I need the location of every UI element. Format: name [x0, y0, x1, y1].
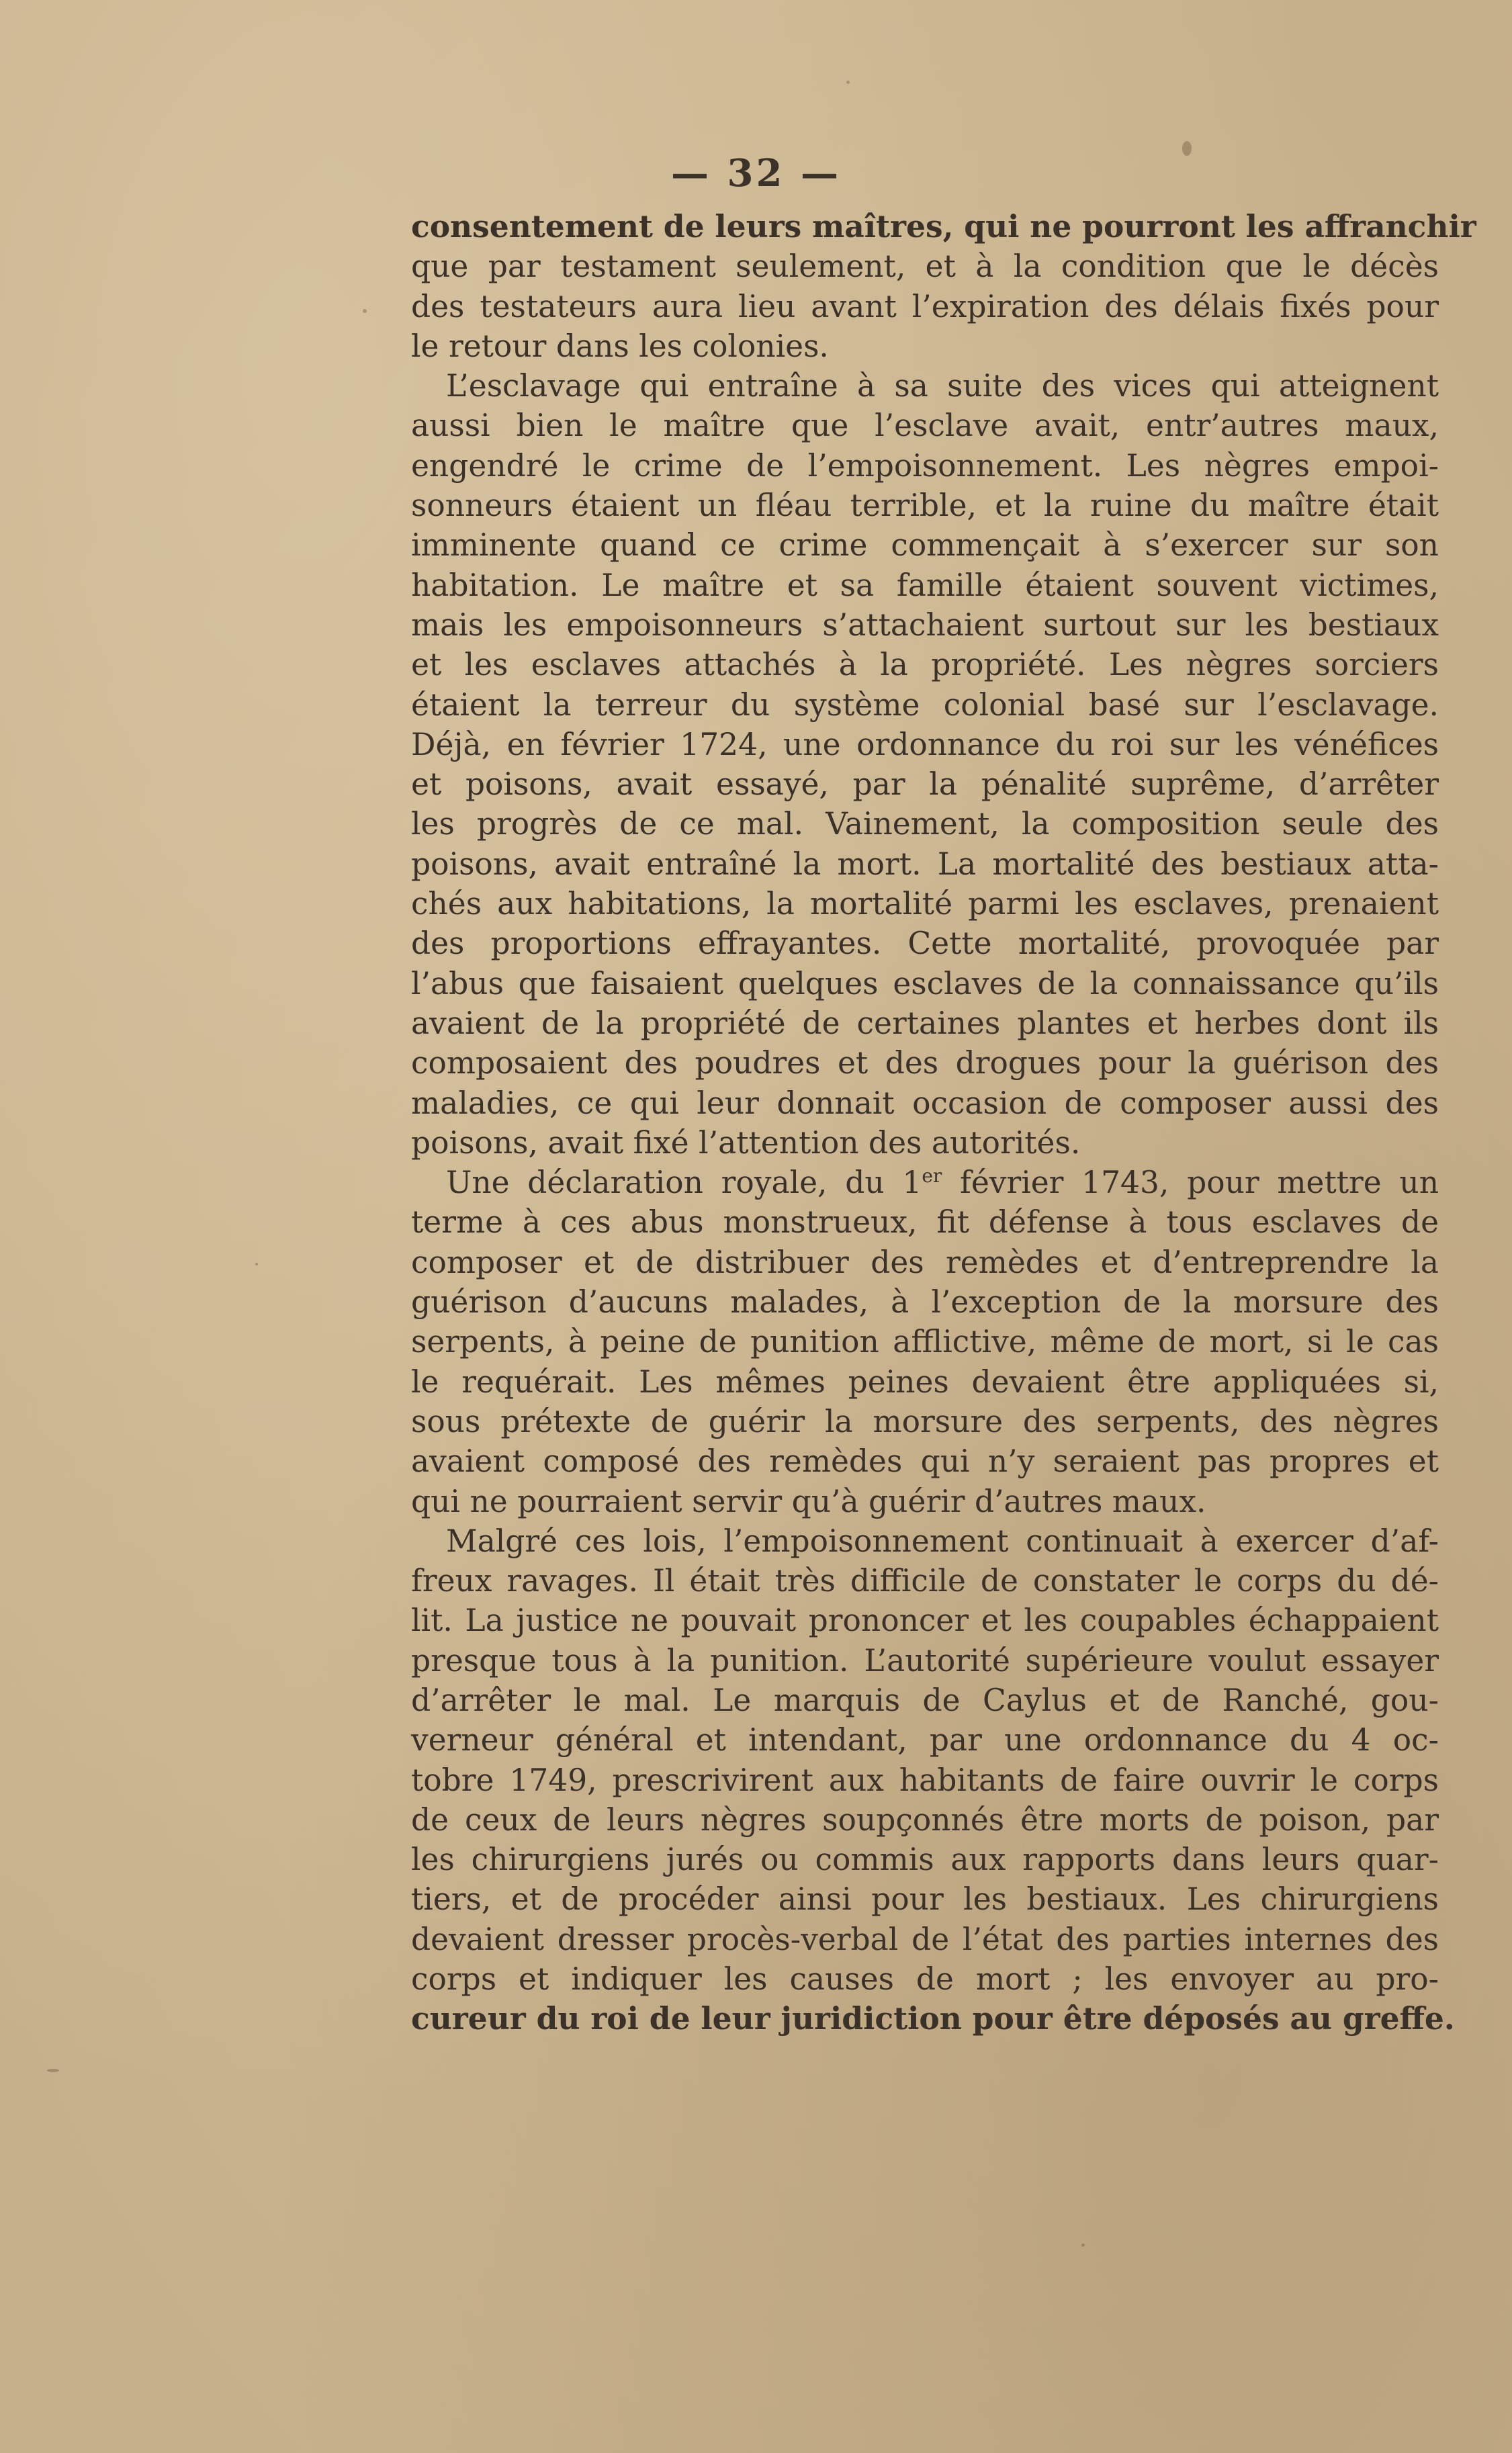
text-line: les progrès de ce mal. Vainement, la composition seule des — [411, 806, 1439, 842]
ordinal-superscript: er — [922, 1164, 942, 1187]
text-line: le requérait. Les mêmes peines devaient être appliquées si, — [411, 1364, 1439, 1400]
date-ordinal: Une déclaration royale, du 1er février 1743, pour mettre un — [446, 1164, 1439, 1201]
text-line: serpents, à peine de punition afflictive, même de mort, si le cas — [411, 1324, 1439, 1360]
text-line: avaient composé des remèdes qui n’y seraient pas propres et — [411, 1443, 1439, 1480]
paper-speck — [255, 1263, 258, 1265]
text-line: et les esclaves attachés à la propriété. Les nègres sorciers — [411, 647, 1439, 683]
paragraph-1 — [411, 207, 1476, 366]
text-line: engendré le crime de l’empoisonnement. Les nègres empoi- — [411, 447, 1439, 484]
text-line: corps et indiquer les causes de mort ; les envoyer au pro- — [411, 1961, 1439, 1998]
paper-speck — [47, 2069, 59, 2072]
paper-speck — [846, 81, 850, 84]
paragraph-2 — [411, 366, 1439, 1163]
page-number: — 32 — — [671, 151, 841, 195]
paper-speck — [1081, 2243, 1085, 2247]
text-line: l’abus que faisaient quelques esclaves de la connaissance qu’ils — [411, 965, 1439, 1001]
text-line: tiers, et de procéder ainsi pour les bestiaux. Les chirurgiens — [411, 1881, 1439, 1918]
text-line: d’arrêter le mal. Le marquis de Caylus et de Ranché, gou- — [411, 1682, 1439, 1718]
text-line: de ceux de leurs nègres soupçonnés être morts de poison, par — [411, 1801, 1439, 1838]
text-line: composer et de distribuer des remèdes et d’entreprendre la — [411, 1244, 1439, 1280]
text-line: que par testament seulement, et à la condition que le décès — [411, 249, 1439, 285]
text-line: sonneurs étaient un fléau terrible, et la ruine du maître était — [411, 488, 1439, 524]
paper-speck — [1182, 141, 1192, 156]
text-line: presque tous à la punition. L’autorité supérieure voulut essayer — [411, 1642, 1439, 1679]
text-line: freux ravages. Il était très difficile de constater le corps du dé- — [411, 1563, 1439, 1599]
text-line: guérison d’aucuns malades, à l’exception de la morsure des — [411, 1284, 1439, 1321]
text-line: Malgré ces lois, l’empoisonnement continuait à exercer d’af- — [446, 1523, 1439, 1559]
text-line: Déjà, en février 1724, une ordonnance du roi sur les vénéfices — [411, 726, 1439, 762]
text-line: maladies, ce qui leur donnait occasion de composer aussi des — [411, 1085, 1439, 1121]
text-line: aussi bien le maître que l’esclave avait, entr’autres maux, — [411, 408, 1439, 444]
body-text — [411, 207, 1476, 2039]
text-line: chés aux habitations, la mortalité parmi les esclaves, prenaient — [411, 886, 1439, 922]
text-line: composaient des poudres et des drogues pour la guérison des — [411, 1045, 1439, 1081]
text-line: habitation. Le maître et sa famille étaient souvent victimes, — [411, 567, 1439, 603]
text-line: des proportions effrayantes. Cette mortalité, provoquée par — [411, 926, 1439, 962]
text-line-with-superscript — [411, 1163, 1439, 1202]
paper-speck — [363, 309, 367, 313]
text-line: devaient dresser procès-verbal de l’état des parties internes des — [411, 1921, 1439, 1957]
text-line: verneur général et intendant, par une ordonnance du 4 oc- — [411, 1722, 1439, 1758]
text-line: poisons, avait fixé l’attention des autorités. — [411, 1124, 1081, 1161]
text-line: consentement de leurs maîtres, qui ne pourront les affranchir — [411, 208, 1476, 244]
text-line: tobre 1749, prescrivirent aux habitants de faire ouvrir le corps — [411, 1762, 1439, 1798]
text-line: qui ne pourraient servir qu’à guérir d’autres maux. — [411, 1483, 1206, 1519]
text-line: étaient la terreur du système colonial basé sur l’esclavage. — [411, 686, 1439, 723]
paragraph-3 — [411, 1163, 1439, 1521]
text-line: les chirurgiens jurés ou commis aux rapports dans leurs quar- — [411, 1842, 1439, 1878]
text-line: L’esclavage qui entraîne à sa suite des vices qui atteignent — [446, 368, 1439, 404]
text-line: terme à ces abus monstrueux, fit défense à tous esclaves de — [411, 1204, 1439, 1241]
text-line: lit. La justice ne pouvait prononcer et les coupables échappaient — [411, 1603, 1439, 1639]
text-line: mais les empoisonneurs s’attachaient surtout sur les bestiaux — [411, 607, 1439, 643]
text-line: avaient de la propriété de certaines plantes et herbes dont ils — [411, 1005, 1439, 1041]
text-line: imminente quand ce crime commençait à s’exercer sur son — [411, 527, 1439, 564]
paragraph-4 — [411, 1521, 1455, 2039]
text-line: poisons, avait entraîné la mort. La mortalité des bestiaux atta- — [411, 846, 1439, 882]
text-line: et poisons, avait essayé, par la pénalité suprême, d’arrêter — [411, 766, 1439, 803]
text-line: cureur du roi de leur juridiction pour être déposés au greffe. — [411, 2000, 1455, 2037]
text-line: le retour dans les colonies. — [411, 328, 829, 364]
text-line: des testateurs aura lieu avant l’expiration des délais fixés pour — [411, 288, 1439, 324]
text-line: sous prétexte de guérir la morsure des serpents, des nègres — [411, 1403, 1439, 1439]
